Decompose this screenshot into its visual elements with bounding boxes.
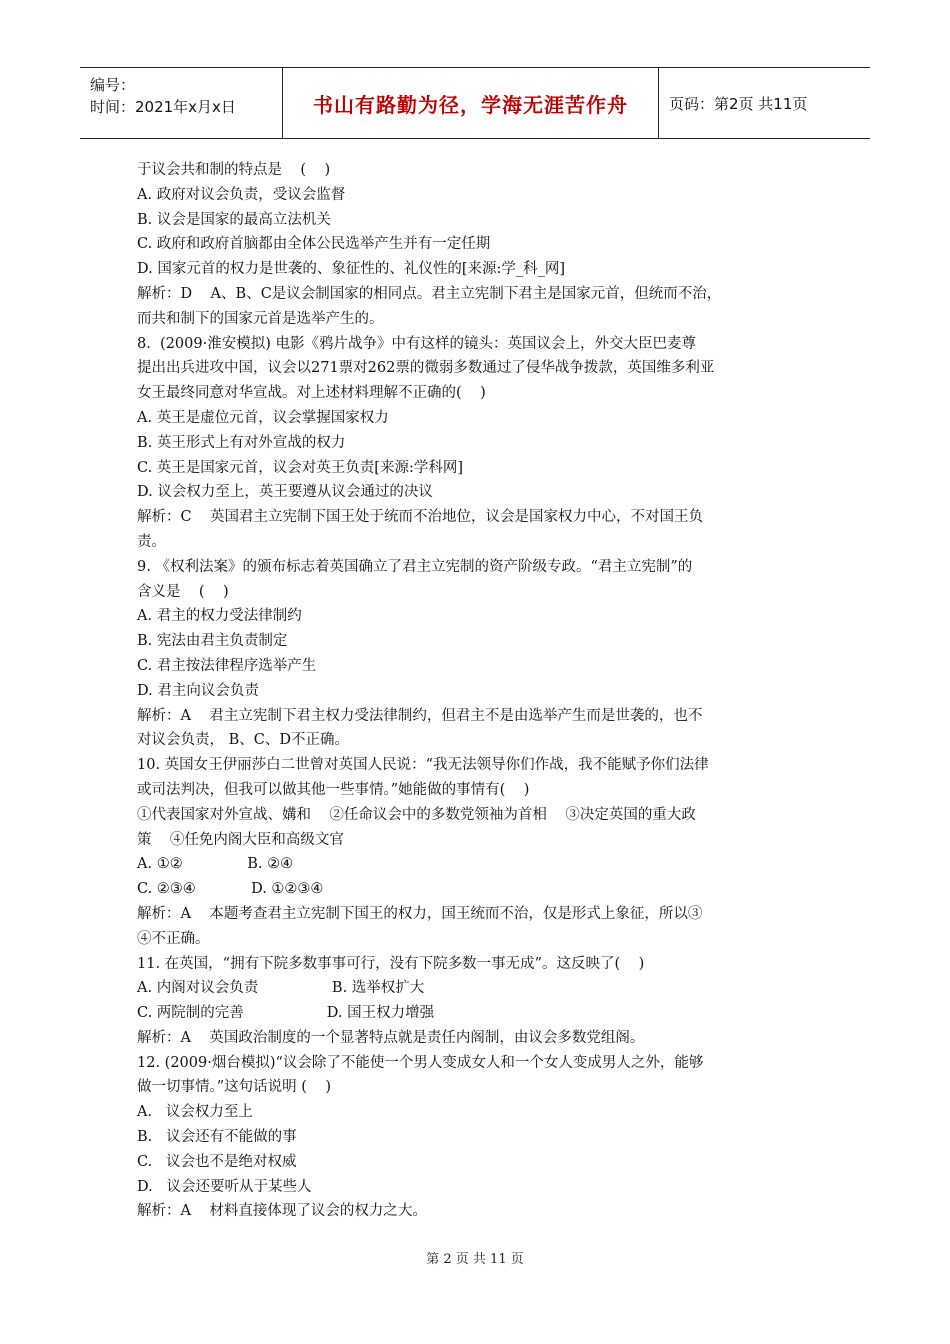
text-line: ④不正确。 — [137, 930, 210, 947]
page-header — [80, 67, 870, 139]
text-line: 解析：D A、B、C是议会制国家的相同点。君主立宪制下君主是国家元首，但统而不治， — [137, 285, 722, 302]
text-line: D. 国家元首的权力是世袭的、象征性的、礼仪性的[来源:学_科_网] — [137, 261, 566, 278]
text-line: D. 议会权力至上，英王要遵从议会通过的决议 — [137, 484, 433, 501]
text-line: D. 君主向议会负责 — [137, 682, 259, 699]
text-line: A. ①② B. ②④ — [137, 856, 294, 873]
text-line: B. 英王形式上有对外宣战的权力 — [137, 434, 346, 451]
text-line: 提出出兵进攻中国，议会以271票对262票的微弱多数通过了侵华战争拨款，英国维多利亚 — [137, 360, 715, 377]
text-line: A. 君主的权力受法律制约 — [137, 608, 302, 625]
date-label: 时间：2021年x月x日 — [90, 98, 236, 116]
text-line: 解析：A 材料直接体现了议会的权力之大。 — [137, 1203, 427, 1220]
text-line: B. 议会还有不能做的事 — [137, 1129, 297, 1146]
text-line: A. 英王是虚位元首，议会掌握国家权力 — [137, 409, 389, 426]
text-line: 含义是 ( ) — [137, 583, 229, 600]
text-line: 做一切事情。”这句话说明 ( ) — [137, 1079, 332, 1096]
text-line: 9. 《权利法案》的颁布标志着英国确立了君主立宪制的资产阶级专政。“君主立宪制”的 — [137, 558, 693, 575]
doc-number-label: 编号： — [90, 76, 136, 94]
document-body — [137, 158, 819, 1224]
text-line: 解析：A 本题考查君主立宪制下国王的权力，国王统而不治，仅是形式上象征，所以③ — [137, 905, 703, 922]
text-line: 策 ④任免内阁大臣和高级文官 — [137, 831, 344, 848]
text-line: C. ②③④ D. ①②③④ — [137, 881, 324, 898]
text-line: B. 宪法由君主负责制定 — [137, 633, 288, 650]
text-line: C. 政府和政府首脑都由全体公民选举产生并有一定任期 — [137, 236, 491, 253]
header-page-info: 页码：第2页 共11页 — [669, 94, 808, 113]
text-line: C. 君主按法律程序选举产生 — [137, 657, 317, 674]
text-line: A. 内阁对议会负责 B. 选举权扩大 — [137, 980, 425, 997]
header-motto: 书山有路勤为径，学海无涯苦作舟 — [283, 68, 659, 138]
text-line: 于议会共和制的特点是 ( ) — [137, 162, 331, 178]
text-line: 解析：A 英国政治制度的一个显著特点就是责任内阁制，由议会多数党组阁。 — [137, 1029, 645, 1046]
header-meta — [80, 68, 283, 138]
text-line: 8. (2009·淮安模拟) 电影《鸦片战争》中有这样的镜头：英国议会上，外交大臣巴麦尊 — [137, 335, 696, 352]
text-line: 对议会负责， B、C、D不正确。 — [137, 732, 349, 749]
text-line: 责。 — [137, 533, 166, 550]
text-line: A. 议会权力至上 — [137, 1104, 253, 1121]
text-line: 11. 在英国，“拥有下院多数事事可行，没有下院多数一事无成”。这反映了( ) — [137, 955, 645, 972]
text-line: 女王最终同意对华宣战。对上述材料理解不正确的( ) — [137, 385, 486, 402]
text-line: 解析：C 英国君主立宪制下国王处于统而不治地位，议会是国家权力中心，不对国王负 — [137, 509, 704, 526]
text-line: ①代表国家对外宣战、媾和 ②任命议会中的多数党领袖为首相 ③决定英国的重大政 — [137, 806, 696, 823]
text-line: 或司法判决，但我可以做其他一些事情。”她能做的事情有( ) — [137, 781, 530, 798]
text-line: 10. 英国女王伊丽莎白二世曾对英国人民说：“我无法领导你们作战，我不能赋予你们法律 — [137, 757, 709, 774]
text-line: A. 政府对议会负责，受议会监督 — [137, 186, 346, 203]
text-line: 12. (2009·烟台模拟)“议会除了不能使一个男人变成女人和一个女人变成男人之外，能够 — [137, 1054, 704, 1071]
text-line: B. 议会是国家的最高立法机关 — [137, 211, 331, 228]
text-line: C. 英王是国家元首，议会对英王负责[来源:学科网] — [137, 459, 463, 476]
text-line: 而共和制下的国家元首是选举产生的。 — [137, 310, 384, 327]
page-footer: 第 2 页 共 11 页 — [426, 1252, 524, 1267]
text-line: 解析：A 君主立宪制下君主权力受法律制约，但君主不是由选举产生而是世袭的，也不 — [137, 707, 703, 724]
text-line: D. 议会还要听从于某些人 — [137, 1178, 312, 1195]
text-line: C. 议会也不是绝对权威 — [137, 1153, 297, 1170]
text-line: C. 两院制的完善 D. 国王权力增强 — [137, 1005, 435, 1022]
